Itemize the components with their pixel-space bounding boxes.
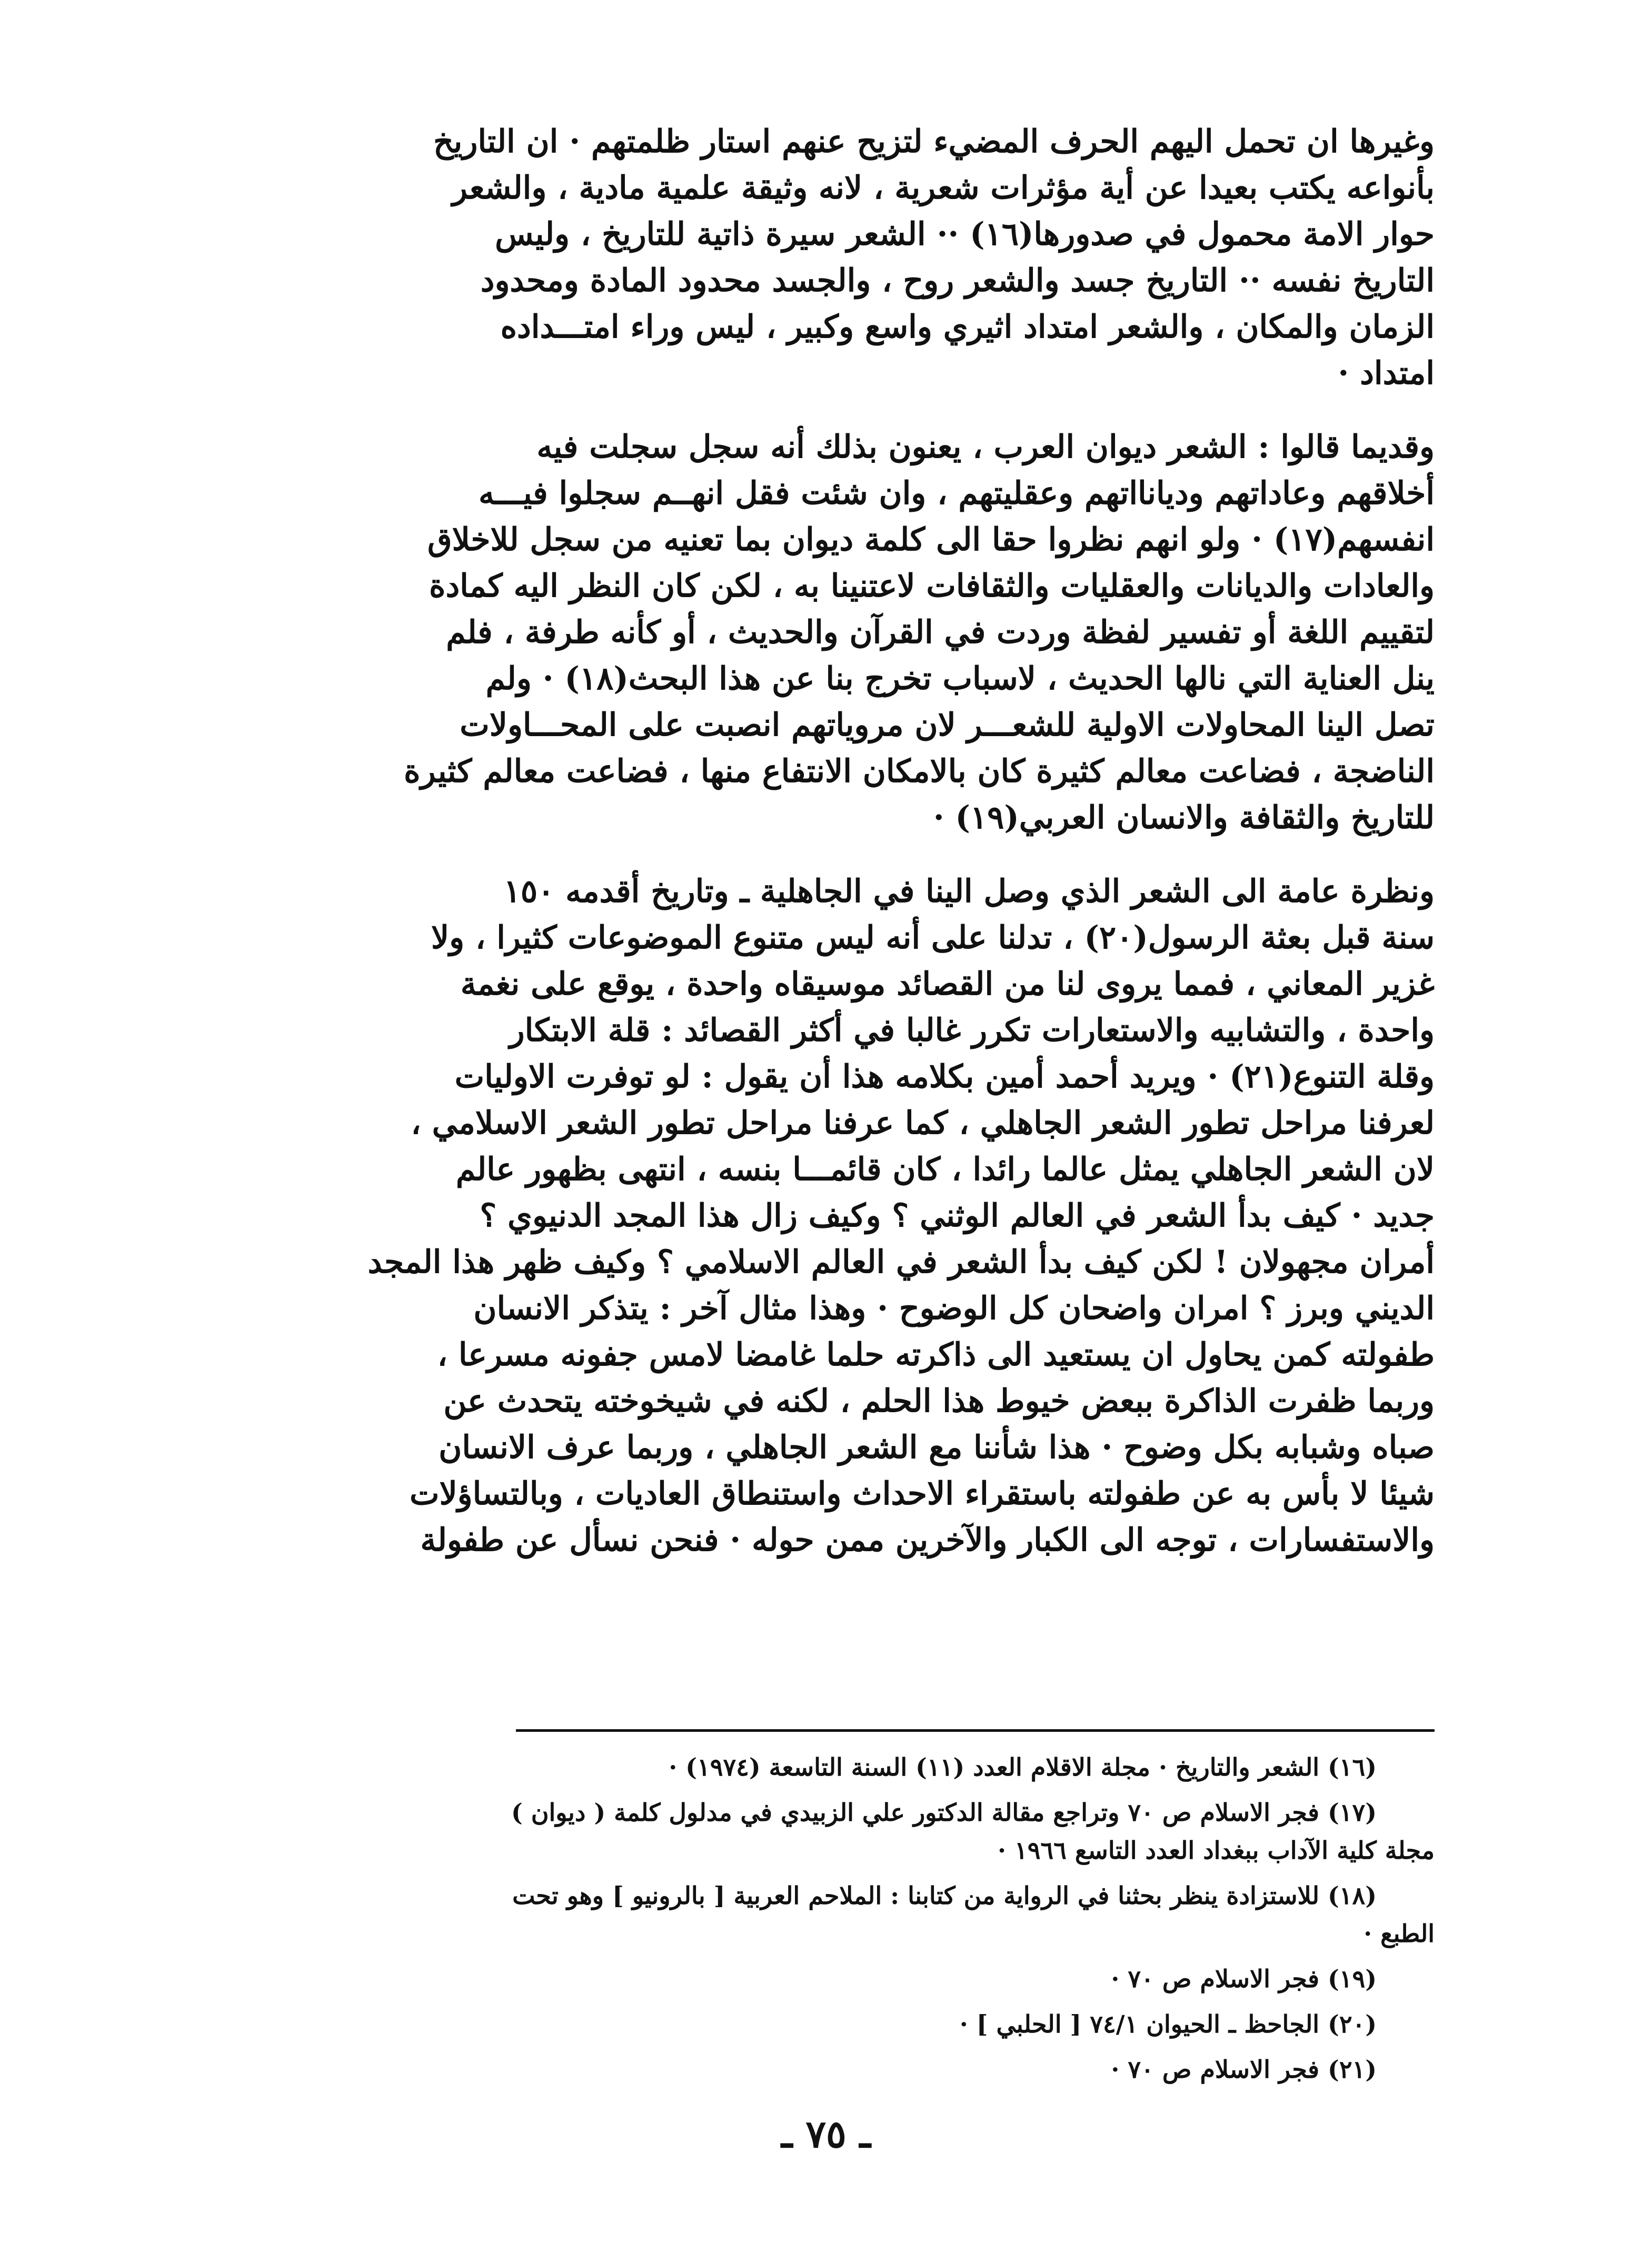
text-line: لعرفنا مراحل تطور الشعر الجاهلي ، كما عرفنا مراحل تطور الشعر الاسلامي ، bbox=[411, 1105, 1435, 1142]
footnote-line: (١٨) للاستزادة ينظر بحثنا في الرواية من كتابنا : الملاحم العربية [ بالرونيو ] وهو تحت bbox=[512, 1881, 1377, 1910]
text-line: الزمان والمكان ، والشعر امتداد اثيري واسع وكبير ، ليس وراء امتـــداده bbox=[500, 309, 1435, 345]
text-line: أخلاقهم وعاداتهم وديانااتهم وعقليتهم ، وان شئت فقل انهــم سجلوا فيـــه bbox=[478, 475, 1435, 512]
text-line: للتاريخ والثقافة والانسان العربي(١٩) · bbox=[933, 799, 1435, 836]
text-line: صباه وشبابه بكل وضوح · هذا شأننا مع الشعر الجاهلي ، وربما عرف الانسان bbox=[439, 1429, 1435, 1466]
text-line: ينل العناية التي نالها الحديث ، لاسباب تخرج بنا عن هذا البحث(١٨) · ولم bbox=[485, 660, 1435, 697]
body-text bbox=[197, 118, 1435, 1563]
text-line: غزير المعاني ، فمما يروى لنا من القصائد موسيقاه واحدة ، يوقع على نغمة bbox=[460, 966, 1435, 1003]
footnote-line: الطبع · bbox=[1364, 1919, 1435, 1948]
text-line: واحدة ، والتشابيه والاستعارات تكرر غالبا في أكثر القصائد : قلة الابتكار bbox=[509, 1012, 1435, 1049]
text-line: وقديما قالوا : الشعر ديوان العرب ، يعنون بذلك أنه سجل سجلت فيه bbox=[536, 429, 1435, 465]
text-line: وغيرها ان تحمل اليهم الحرف المضيء لتزيح عنهم استار ظلمتهم · ان التاريخ bbox=[433, 123, 1435, 160]
footnote-20 bbox=[197, 2005, 1435, 2043]
footnote-separator bbox=[516, 1729, 1435, 1732]
text-line: امتداد · bbox=[1338, 355, 1435, 392]
text-line: بأنواعه يكتب بعيدا عن أية مؤثرات شعرية ، لانه وثيقة علمية مادية ، والشعر bbox=[452, 170, 1435, 206]
footnote-line: (١٧) فجر الاسلام ص ٧٠ وتراجع مقالة الدكتور علي الزبيدي في مدلول كلمة ( ديوان ) bbox=[511, 1798, 1377, 1827]
footnote-19 bbox=[197, 1960, 1435, 1998]
text-line: الناضجة ، فضاعت معالم كثيرة كان بالامكان الانتفاع منها ، فضاعت معالم كثيرة bbox=[404, 753, 1435, 790]
paragraph-2 bbox=[197, 424, 1435, 841]
footnote-line: (٢١) فجر الاسلام ص ٧٠ · bbox=[1111, 2055, 1377, 2084]
footnote-line: مجلة كلية الآداب ببغداد العدد التاسع ١٩٦٦ · bbox=[997, 1836, 1435, 1865]
footnote-line: (١٩) فجر الاسلام ص ٧٠ · bbox=[1111, 1965, 1377, 1993]
text-line: سنة قبل بعثة الرسول(٢٠) ، تدلنا على أنه ليس متنوع الموضوعات كثيرا ، ولا bbox=[431, 919, 1435, 956]
footnote-21 bbox=[197, 2050, 1435, 2088]
text-line: شيئا لا بأس به عن طفولته باستقراء الاحداث واستنطاق العاديات ، وبالتساؤلات bbox=[409, 1475, 1435, 1512]
text-line: الديني وبرز ؟ امران واضحان كل الوضوح · وهذا مثال آخر : يتذكر الانسان bbox=[473, 1290, 1435, 1327]
text-line: أمران مجهولان ! لكن كيف بدأ الشعر في العالم الاسلامي ؟ وكيف ظهر هذا المجد bbox=[367, 1244, 1435, 1281]
footnote-17 bbox=[197, 1793, 1435, 1869]
footnote-18 bbox=[197, 1877, 1435, 1952]
text-line: جديد · كيف بدأ الشعر في العالم الوثني ؟ وكيف زال هذا المجد الدنيوي ؟ bbox=[480, 1197, 1435, 1234]
text-line: طفولته كمن يحاول ان يستعيد الى ذاكرته حلما غامضا لامس جفونه مسرعا ، bbox=[437, 1336, 1435, 1373]
paragraph-3 bbox=[197, 868, 1435, 1563]
text-line: وقلة التنوع(٢١) · ويريد أحمد أمين بكلامه هذا أن يقول : لو توفرت الاوليات bbox=[454, 1058, 1435, 1095]
text-line: وربما ظفرت الذاكرة ببعض خيوط هذا الحلم ، لكنه في شيخوخته يتحدث عن bbox=[443, 1383, 1435, 1420]
footnote-16 bbox=[197, 1748, 1435, 1786]
text-line: والعادات والديانات والعقليات والثقافات لاعتنينا به ، لكن كان النظر اليه كمادة bbox=[429, 568, 1435, 604]
footnotes bbox=[197, 1748, 1435, 2096]
page-number: ـ ٧٥ ـ bbox=[781, 2111, 871, 2156]
text-line: والاستفسارات ، توجه الى الكبار والآخرين ممن حوله · فنحن نسأل عن طفولة bbox=[420, 1522, 1435, 1559]
text-line: انفسهم(١٧) · ولو انهم نظروا حقا الى كلمة ديوان بما تعنيه من سجل للاخلاق bbox=[427, 521, 1435, 558]
footnote-line: (١٦) الشعر والتاريخ · مجلة الاقلام العدد (١١) السنة التاسعة (١٩٧٤) · bbox=[669, 1753, 1377, 1781]
footnote-line: (٢٠) الجاحظ ـ الحيوان ٧٤/١ [ الحلبي ] · bbox=[959, 2010, 1377, 2038]
paragraph-1 bbox=[197, 118, 1435, 396]
text-line: التاريخ نفسه ·· التاريخ جسد والشعر روح ، والجسد محدود المادة ومحدود bbox=[480, 262, 1435, 299]
text-line: تصل الينا المحاولات الاولية للشعـــر لان مروياتهم انصبت على المحـــاولات bbox=[460, 707, 1435, 743]
text-line: لتقييم اللغة أو تفسير لفظة وردت في القرآن والحديث ، أو كأنه طرفة ، فلم bbox=[446, 614, 1435, 651]
text-line: ونظرة عامة الى الشعر الذي وصل الينا في الجاهلية ـ وتاريخ أقدمه ١٥٠ bbox=[503, 873, 1435, 910]
text-line: لان الشعر الجاهلي يمثل عالما رائدا ، كان قائمـــا بنسه ، انتهى بظهور عالم bbox=[455, 1151, 1435, 1188]
text-line: حوار الامة محمول في صدورها(١٦) ·· الشعر سيرة ذاتية للتاريخ ، وليس bbox=[495, 216, 1435, 253]
